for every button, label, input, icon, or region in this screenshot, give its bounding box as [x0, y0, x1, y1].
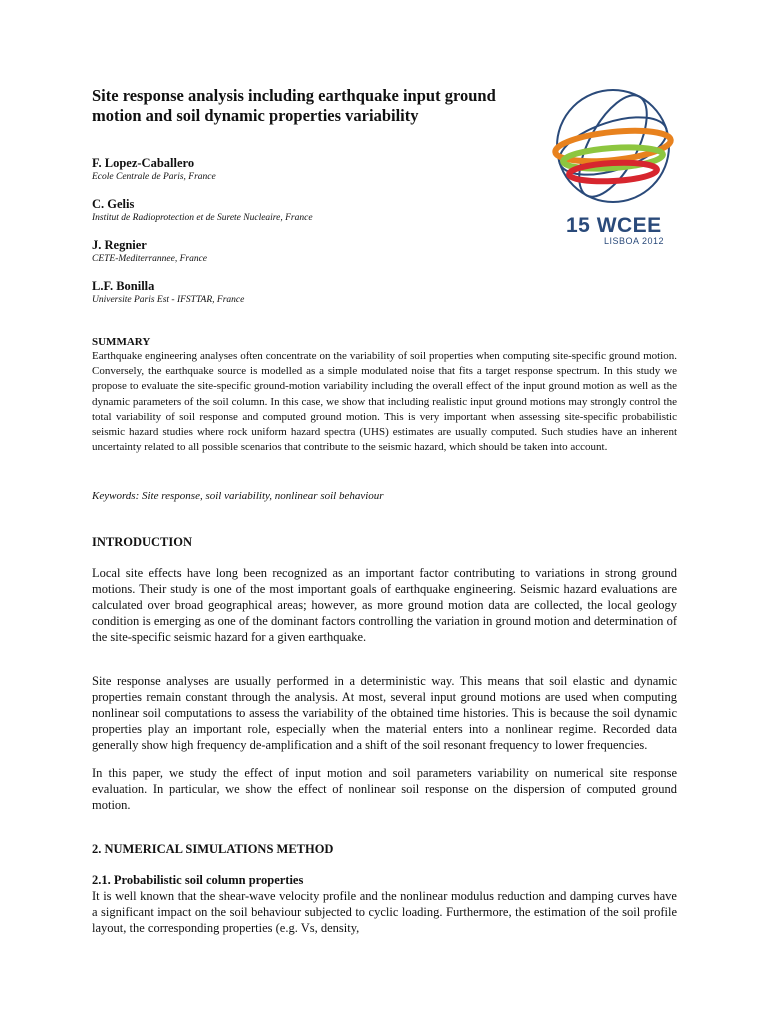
- author-affiliation: CETE-Mediterrannee, France: [92, 254, 208, 264]
- intro-paragraph-1: Local site effects have long been recognized as an important factor contributing to variations in strong ground motions. Their study is one of the most important goals of earthquake engineering. Seismic hazard evaluations are calculated over broad geographical areas; however, as more ground motion data are collected, the local geology condition is emerging as one of the dominant factors controlling the variation in ground motion and determination of the site-specific seismic hazard for a given earthquake.: [92, 566, 677, 644]
- paper-title: Site response analysis including earthquake input ground motion and soil dynamic properties variability: [92, 86, 496, 125]
- section-2-1-heading: 2.1. Probabilistic soil column properties: [92, 873, 304, 887]
- author-name: F. Lopez-Caballero: [92, 156, 195, 170]
- summary-heading: SUMMARY: [92, 336, 151, 348]
- author-affiliation: Ecole Centrale de Paris, France: [92, 172, 216, 182]
- author-block: [92, 156, 216, 183]
- section-2-1-paragraph: It is well known that the shear-wave velocity profile and the nonlinear modulus reduction and damping curves have a significant impact on the soil behaviour subjected to cyclic loading. Furthermore, the estimation of the soil profile layout, the corresponding properties (e.g. Vs, density,: [92, 889, 677, 935]
- author-name: J. Regnier: [92, 238, 147, 252]
- author-block: [92, 238, 207, 265]
- author-block: [92, 279, 244, 306]
- summary-text: Earthquake engineering analyses often concentrate on the variability of soil properties when computing site-specific ground motion. Conversely, the earthquake source is modelled as a simple modulated noise that fits a target response spectrum. In this study we propose to evaluate the site-specific ground-motion variability including the overall effect of the input ground motion as well as the dynamic parameters of the soil column. In this case, we show that including realistic input ground motions may strongly control the total variability of soil response and computed ground motion. This is very important when assessing site-specific probabilistic seismic hazard studies where rock uniform hazard spectra (UHS) estimates are usually computed. Such studies have an inherent uncertainty related to all possible scenarios that contribute to the seismic hazard, which should be taken into account.: [92, 350, 677, 454]
- keywords: Keywords: Site response, soil variability, nonlinear soil behaviour: [92, 490, 384, 502]
- introduction-heading: INTRODUCTION: [92, 535, 193, 549]
- author-affiliation: Institut de Radioprotection et de Surete Nucleaire, France: [92, 213, 313, 223]
- author-name: C. Gelis: [92, 197, 135, 211]
- author-name: L.F. Bonilla: [92, 279, 155, 293]
- logo-title: 15 WCEE: [566, 214, 662, 237]
- author-affiliation: Universite Paris Est - IFSTTAR, France: [92, 295, 245, 305]
- intro-paragraph-2: Site response analyses are usually performed in a deterministic way. This means that soil elastic and dynamic properties remain constant through the analysis. At most, several input ground motions are used when computing nonlinear soil computations to assess the variability of the obtained time histories. This is because the soil dynamic properties play an important role, especially when the material enters into a nonlinear regime. Recorded data generally show high frequency de-amplification and a shift of the soil resonant frequency to lower frequencies.: [92, 674, 677, 752]
- author-block: [92, 197, 313, 224]
- intro-paragraph-3: In this paper, we study the effect of input motion and soil parameters variability on numerical site response evaluation. In particular, we show the effect of nonlinear soil response on the dispersion of computed ground motion.: [92, 766, 677, 812]
- section-2-heading: 2. NUMERICAL SIMULATIONS METHOD: [92, 842, 334, 856]
- logo-subtitle: LISBOA 2012: [604, 236, 665, 246]
